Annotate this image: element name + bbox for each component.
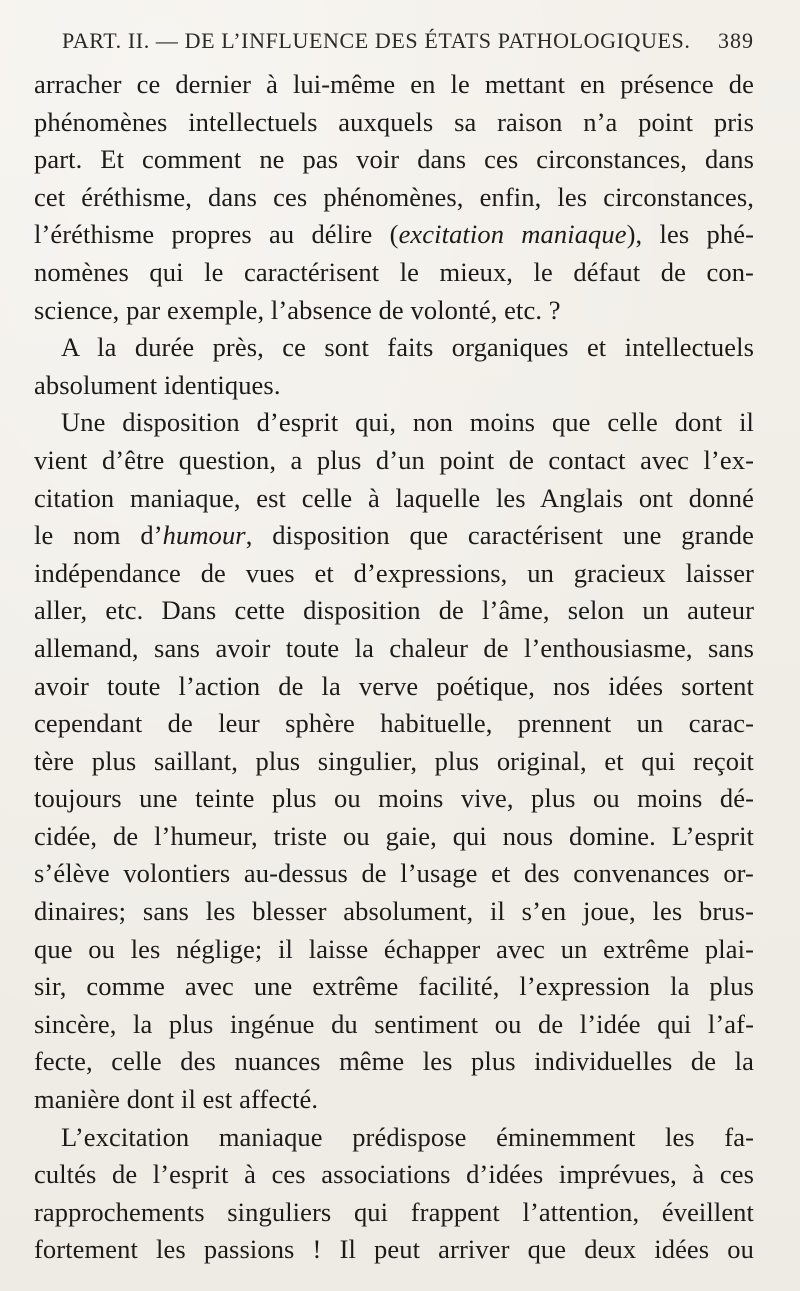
text-line: nomènes qui le caractérisent le mieux, le défaut de con-	[34, 256, 754, 287]
text-line: manière dont il est affecté.	[34, 1084, 319, 1115]
text-line: indépendance de vues et d’expressions, un gracieux laisser	[34, 557, 754, 588]
text-line	[34, 216, 754, 254]
page-number: 389	[718, 28, 754, 53]
text-line: phénomènes intellectuels auxquels sa raison n’a point pris	[34, 106, 754, 137]
text-line: allemand, sans avoir toute la chaleur de l’enthousiasme, sans	[34, 632, 754, 663]
text-line: A la durée près, ce sont faits organiques et intellectuels	[61, 332, 754, 363]
text-line: avoir toute l’action de la verve poétique, nos idées sortent	[34, 670, 754, 701]
text-line: toujours une teinte plus ou moins vive, plus ou moins dé-	[34, 783, 754, 814]
text-segment: l’éréthisme propres au délire (	[34, 219, 399, 250]
running-title: PART. II. — DE L’INFLUENCE DES ÉTATS PATHOLOGIQUES.	[62, 28, 691, 53]
text-segment: , disposition que caractérisent une grande	[245, 520, 754, 551]
text-line: cependant de leur sphère habituelle, prennent un carac-	[34, 708, 754, 739]
text-line: part. Et comment ne pas voir dans ces circonstances, dans	[34, 144, 754, 175]
italic-term: excitation maniaque	[398, 219, 627, 250]
text-line: cidée, de l’humeur, triste ou gaie, qui nous domine. L’esprit	[34, 820, 754, 851]
text-line: que ou les néglige; il laisse échapper avec un extrême plai-	[34, 933, 754, 964]
text-line: sir, comme avec une extrême facilité, l’expression la plus	[34, 971, 754, 1002]
text-line: rapprochements singuliers qui frappent l’attention, éveillent	[34, 1196, 754, 1227]
text-line: science, par exemple, l’absence de volonté, etc. ?	[34, 294, 561, 325]
text-line: tère plus saillant, plus singulier, plus original, et qui reçoit	[34, 745, 754, 776]
italic-term: humour	[162, 520, 246, 551]
text-line: fortement les passions ! Il peut arriver que deux idées ou	[34, 1234, 754, 1265]
text-line: vient d’être question, a plus d’un point de contact avec l’ex-	[34, 444, 754, 475]
text-line: cet éréthisme, dans ces phénomènes, enfin, les circonstances,	[34, 181, 754, 212]
text-line: L’excitation maniaque prédispose éminemment les fa-	[61, 1121, 754, 1152]
text-line: Une disposition d’esprit qui, non moins que celle dont il	[61, 407, 754, 438]
text-line: cultés de l’esprit à ces associations d’idées imprévues, à ces	[34, 1159, 754, 1190]
text-line: fecte, celle des nuances même les plus individuelles de la	[34, 1046, 754, 1077]
text-line	[34, 517, 754, 555]
running-head	[62, 28, 754, 62]
text-line: citation maniaque, est celle à laquelle les Anglais ont donné	[34, 482, 754, 513]
text-segment: ), les phé-	[626, 219, 754, 250]
text-line: sincère, la plus ingénue du sentiment ou de l’idée qui l’af-	[34, 1008, 754, 1039]
body-text	[34, 66, 754, 1269]
text-line: dinaires; sans les blesser absolument, il s’en joue, les brus-	[34, 896, 754, 927]
text-line: arracher ce dernier à lui-même en le mettant en présence de	[34, 69, 754, 99]
text-segment: le nom d’	[34, 520, 163, 551]
text-line: absolument identiques.	[34, 369, 281, 400]
text-line: s’élève volontiers au-dessus de l’usage et des convenances or-	[34, 858, 754, 889]
text-line: aller, etc. Dans cette disposition de l’âme, selon un auteur	[34, 595, 754, 626]
